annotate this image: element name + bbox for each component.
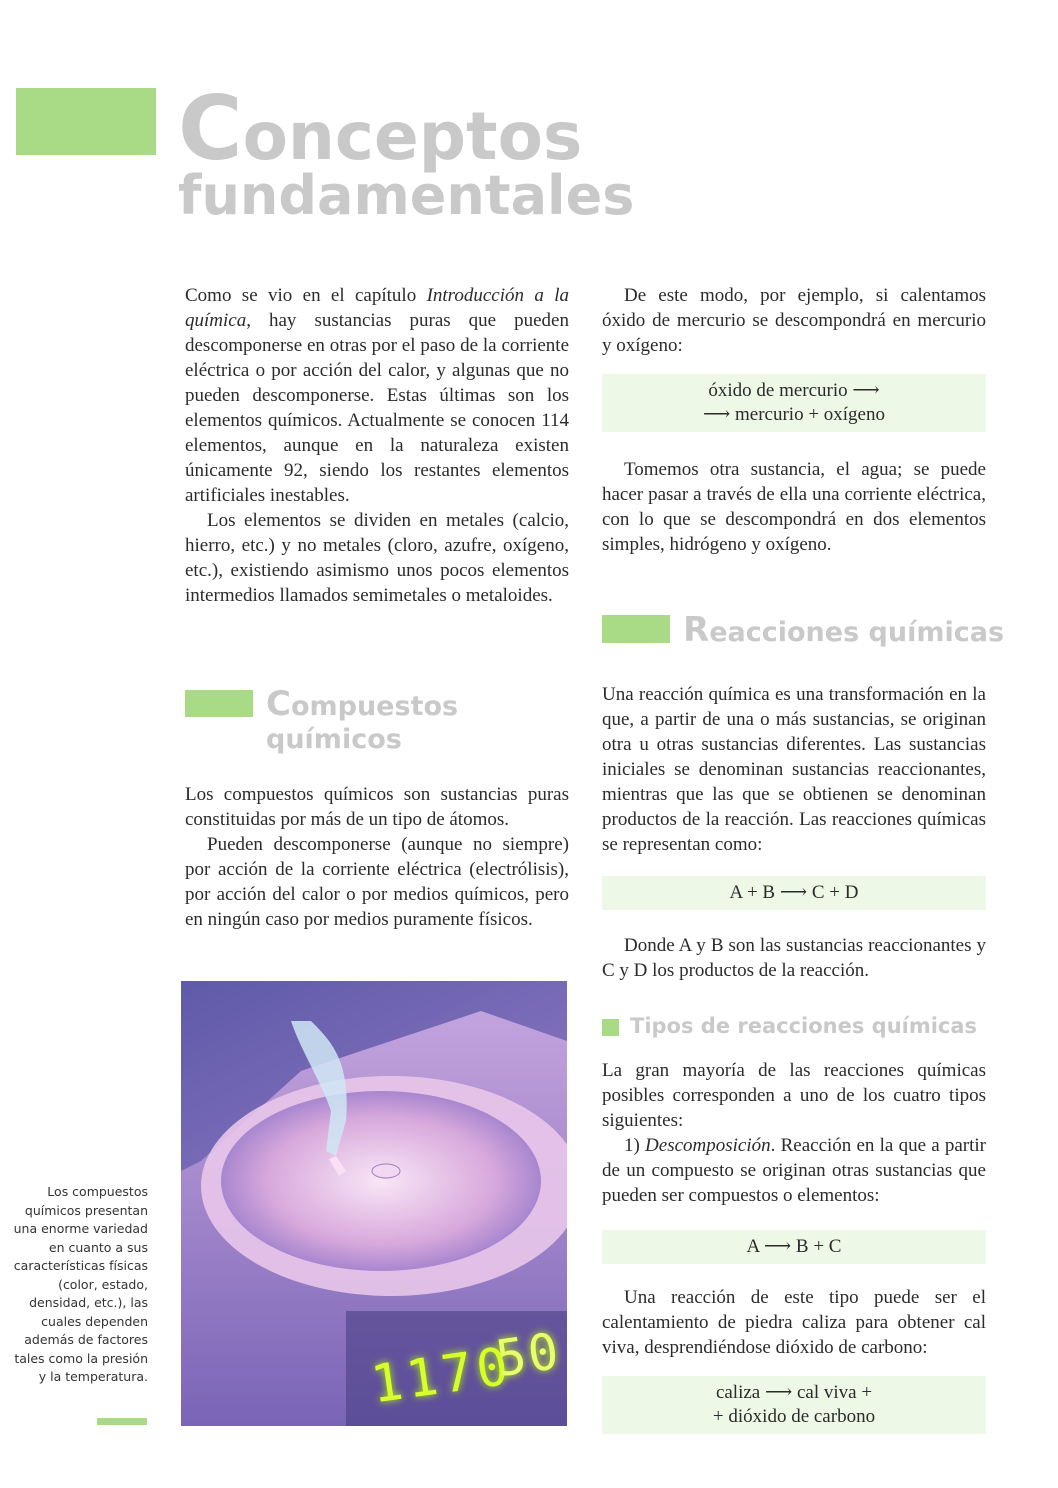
compuestos-paragraph-2: Pueden descomponerse (aunque no siempre) por acción de la corriente eléctrica (electrólisis), por acción del calor o por medios químicos, pero en ningún caso por medios puramente físicos. — [185, 834, 569, 930]
compuestos-paragraph-1: Los compuestos químicos son sustancias puras constituidas por más de un tipo de átomos. — [185, 784, 569, 830]
equation-oxido-mercurio: óxido de mercurio ⟶ ⟶ mercurio + oxígeno — [602, 374, 986, 432]
compuestos-accent-bar — [185, 690, 253, 717]
display-digits-right: 50 — [492, 1321, 564, 1389]
compuestos-text — [185, 782, 569, 932]
equation-caliza: caliza ⟶ cal viva + + dióxido de carbono — [602, 1376, 986, 1434]
display-digits-left: 1170 — [367, 1336, 516, 1416]
tipos-heading: Tipos de reacciones químicas — [630, 1014, 978, 1038]
right-paragraph-3: Una reacción química es una transformación en la que, a partir de una o más sustancias, se originan otra u otras sustancias diferentes. Las sustancias iniciales se denominan sustancias reaccionantes, mientras que las que se obtienen se denominan productos de la reacción. Las reacciones químicas se representan como: — [602, 684, 986, 855]
intro-paragraph-1: Como se vio en el capítulo Introducción a la química, hay sustancias puras que pueden descomponerse en otras por el paso de la corriente eléctrica o por acción del calor, y algunas que no pueden descomponerse. Estas últimas son los elementos químicos. Actualmente se conocen 114 elementos, aunque en la naturaleza existen únicamente 92, siendo los restantes elementos artificiales inestables. — [185, 285, 569, 506]
page-title: Conceptos fundamentales — [178, 77, 635, 227]
caption-accent-bar — [97, 1418, 147, 1425]
reacciones-accent-bar — [602, 615, 670, 643]
centrifuge-photo — [181, 981, 567, 1426]
right-paragraph-4: Donde A y B son las sustancias reaccionantes y C y D los productos de la reacción. — [602, 935, 986, 981]
equation-general: A + B ⟶ C + D — [602, 876, 986, 910]
title-accent-bar — [16, 88, 156, 155]
equation-descomposicion: A ⟶ B + C — [602, 1230, 986, 1264]
right-paragraph-5: La gran mayoría de las reacciones químicas posibles corresponden a uno de los cuatro tipos siguientes: 1) Descomposición. Reacción en la que a partir de un compuesto se originan otras sustancias que pueden ser compuestos o elementos: — [602, 1060, 987, 1206]
right-paragraph-7: Una reacción de este tipo puede ser el calentamiento de piedra caliza para obtener cal viva, desprendiéndose dióxido de carbono: — [602, 1287, 986, 1358]
tipos-accent-square — [602, 1019, 619, 1036]
intro-paragraph-2: Los elementos se dividen en metales (calcio, hierro, etc.) y no metales (cloro, azufre, oxígeno, etc.), existiendo asimismo unos pocos elementos intermedios llamados semimetales o metaloides. — [185, 510, 569, 606]
intro-text — [185, 283, 569, 608]
right-paragraph-1: De este modo, por ejemplo, si calentamos óxido de mercurio se descompondrá en mercurio y oxígeno: — [602, 285, 986, 356]
compuestos-heading: Compuestos químicos — [266, 684, 459, 756]
reacciones-heading: Reacciones químicas — [683, 610, 1005, 650]
photo-caption: Los compuestos químicos presentan una enorme variedad en cuanto a sus características físicas (color, estado, densidad, etc.), las cuales dependen además de factores tales como la presión y la temperatura. — [13, 1184, 148, 1384]
right-paragraph-2: Tomemos otra sustancia, el agua; se puede hacer pasar a través de ella una corriente eléctrica, con lo que se descompondrá en dos elementos simples, hidrógeno y oxígeno. — [602, 459, 986, 555]
